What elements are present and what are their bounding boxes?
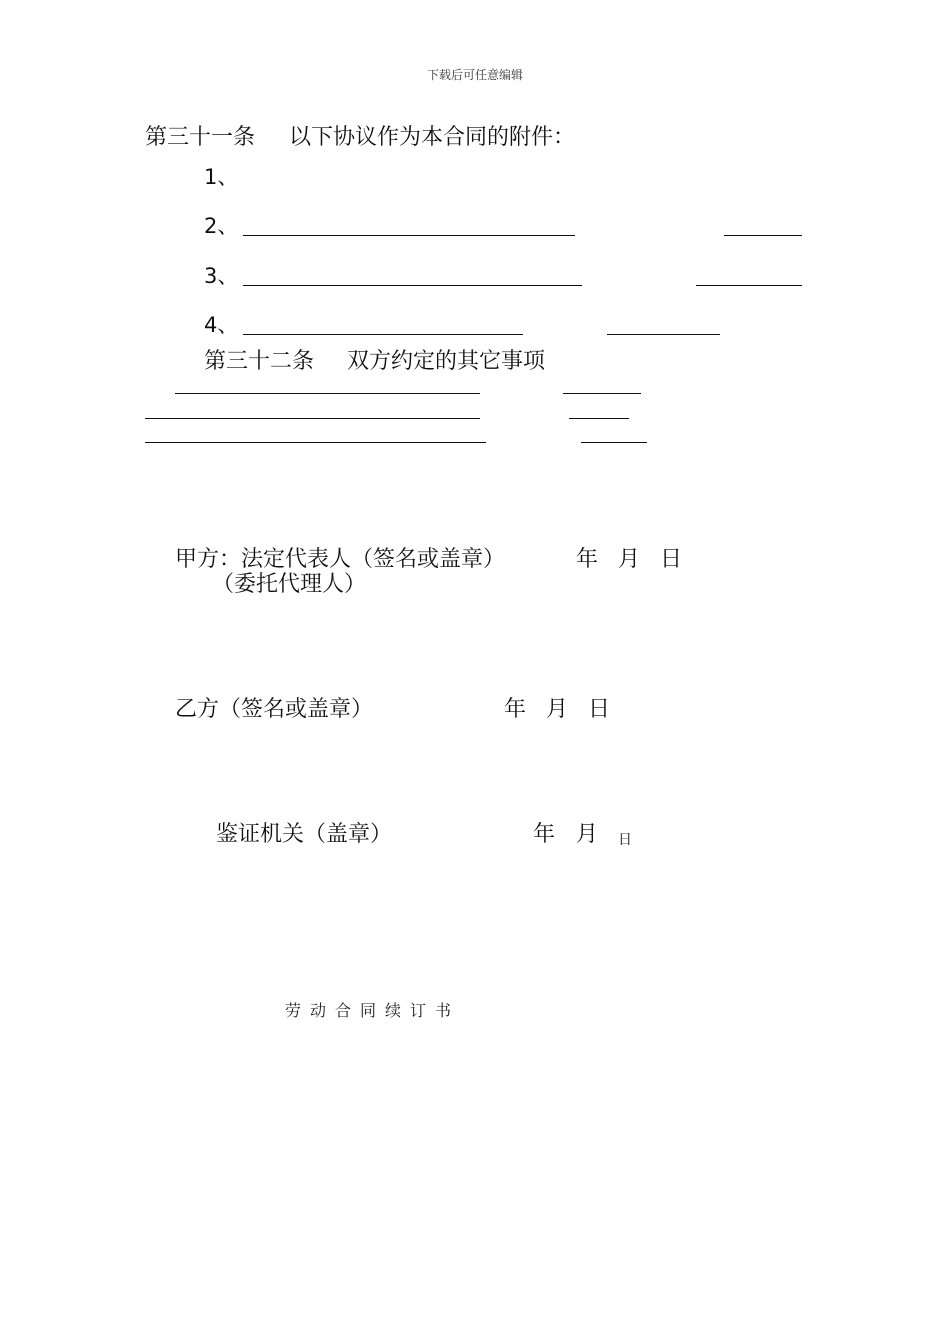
other-matters-line-1	[175, 393, 480, 394]
party-b-month: 月	[546, 697, 569, 722]
authority-seal-label: 鉴证机关（盖章）	[216, 822, 393, 847]
attachment-item-3: 3、	[204, 264, 239, 288]
article32-text: 双方约定的其它事项	[347, 349, 546, 374]
attachment-item-1: 1、	[204, 165, 239, 189]
attachment-2-blank-line	[243, 235, 575, 236]
article31-title: 第三十一条	[145, 125, 256, 150]
page-header-note: 下载后可任意编辑	[426, 68, 523, 82]
authority-year: 年	[533, 822, 556, 847]
other-matters-line-2	[145, 418, 480, 419]
party-a-signature-label: 甲方：法定代表人（签名或盖章）	[175, 547, 506, 572]
other-matters-line-1-short	[563, 393, 641, 394]
party-a-agent-label: （委托代理人）	[212, 572, 367, 597]
other-matters-line-3	[145, 442, 486, 443]
attachment-4-short-blank-line	[607, 334, 720, 335]
renewal-document-title: 劳动合同续订书	[285, 1001, 461, 1020]
party-a-year: 年	[576, 547, 599, 572]
article31-text: 以下协议作为本合同的附件：	[289, 125, 576, 150]
party-b-signature-label: 乙方（签名或盖章）	[175, 697, 374, 722]
other-matters-line-3-short	[581, 442, 647, 443]
party-a-day: 日	[660, 547, 683, 572]
party-b-year: 年	[504, 697, 527, 722]
party-b-day: 日	[588, 697, 611, 722]
attachment-item-4: 4、	[204, 313, 239, 337]
attachment-2-short-blank-line	[724, 235, 802, 236]
attachment-4-blank-line	[243, 334, 523, 335]
party-a-month: 月	[618, 547, 641, 572]
authority-day: 日	[618, 832, 632, 848]
article32-title: 第三十二条	[204, 349, 315, 374]
other-matters-line-2-short	[569, 418, 629, 419]
attachment-item-2: 2、	[204, 214, 239, 238]
attachment-3-short-blank-line	[696, 285, 802, 286]
authority-month: 月	[576, 822, 599, 847]
attachment-3-blank-line	[243, 285, 582, 286]
